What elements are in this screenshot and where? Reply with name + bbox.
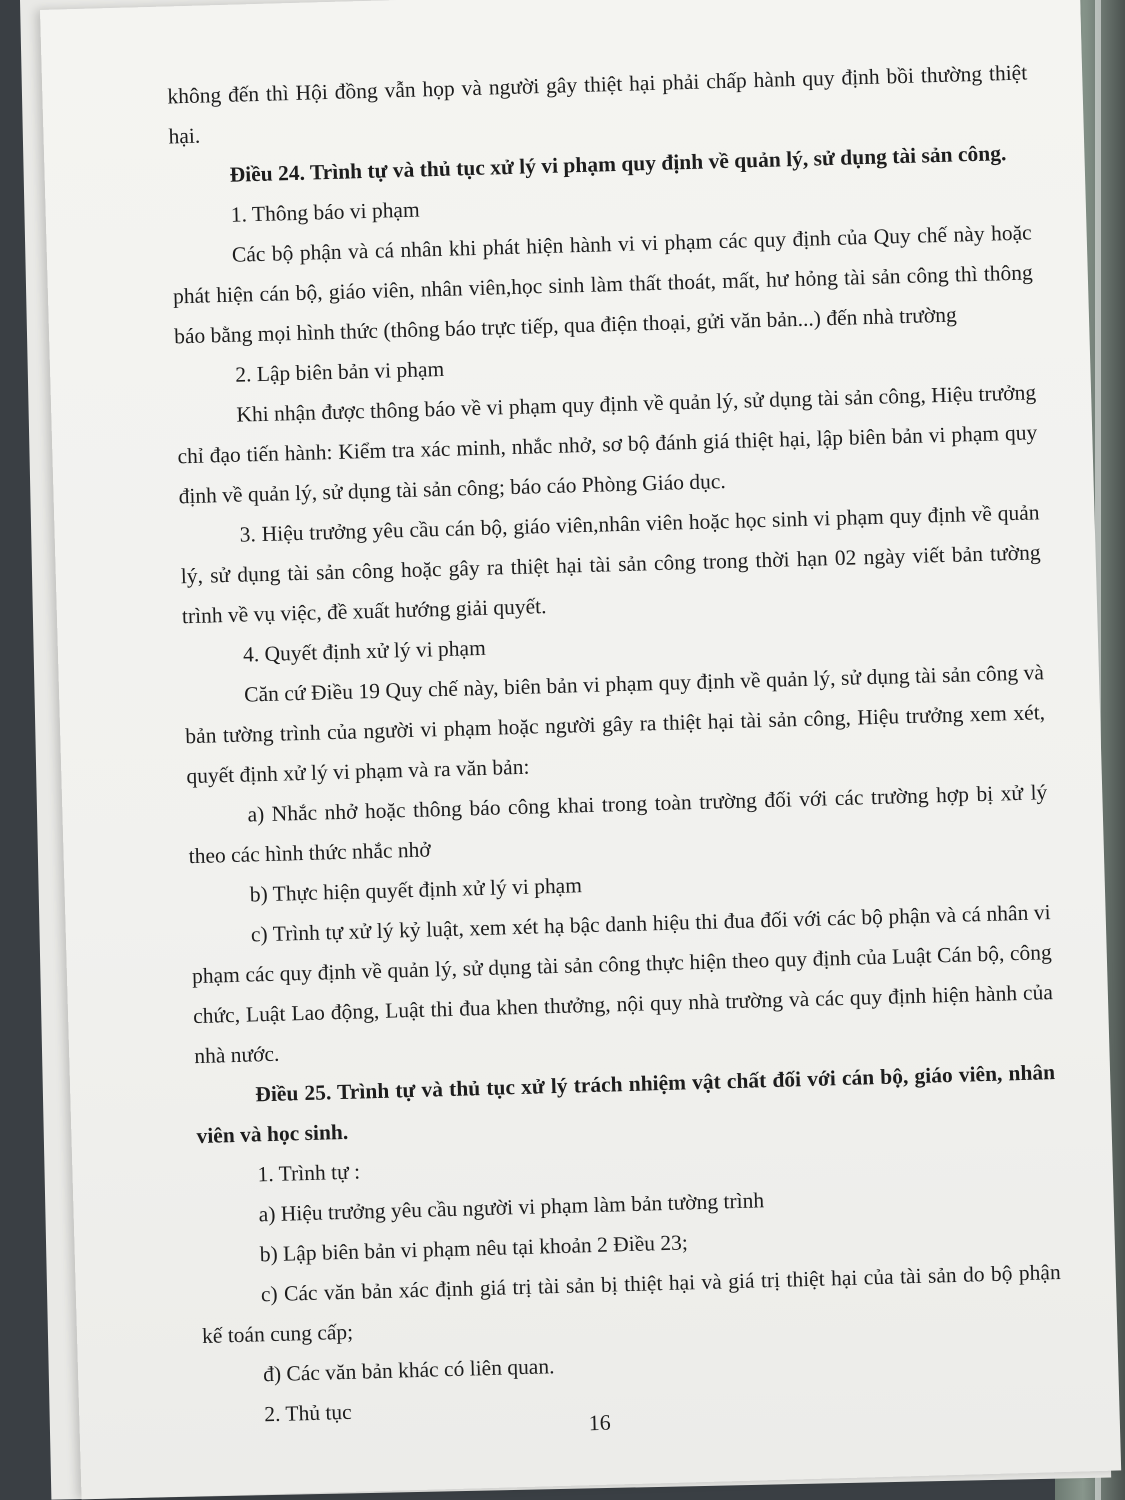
list-item: đ) Các văn bản khác có liên quan. xyxy=(262,1354,555,1387)
article-25-heading: Điều 25. Trình tự và thủ tục xử lý trách nhiệm vật chất đối với cán bộ, giáo viên, nhân viên và học sinh. xyxy=(196,1060,1056,1149)
document-body xyxy=(167,52,1065,1435)
paragraph: Khi nhận được thông báo về vi phạm quy định về quản lý, sử dụng tài sản công, Hiệu trưởng chỉ đạo tiến hành: Kiểm tra xác minh, nhắc nhở, sơ bộ đánh giá thiệt hại, lập biên bản vi phạm quy định về quản lý, sử dụng tài sản công; báo cáo Phòng Giáo dục. xyxy=(177,380,1038,509)
list-item: a) Hiệu trưởng yêu cầu người vi phạm làm bản tường trình xyxy=(258,1188,765,1227)
document-page xyxy=(40,0,1121,1499)
list-item: c) Trình tự xử lý kỷ luật, xem xét hạ bậc danh hiệu thi đua đối với các bộ phận và cá nhân vi phạm các quy định về quản lý, sử dụng tài sản công thực hiện theo quy định của Luật Cán bộ, công chức, Luật Lao động, Luật thi đua khen thưởng, nội quy nhà trường và các quy định hiện hành của nhà nước. xyxy=(191,900,1054,1069)
list-item: c) Các văn bản xác định giá trị tài sản bị thiệt hại và giá trị thiệt hại của tài sản do bộ phận kế toán cung cấp; xyxy=(201,1259,1061,1348)
page-number: 16 xyxy=(588,1409,612,1436)
list-item: b) Thực hiện quyết định xử lý vi phạm xyxy=(249,873,583,907)
paragraph-continuation: không đến thì Hội đồng vẫn họp và người gây thiệt hại phải chấp hành quy định bồi thường thiệt hại. xyxy=(167,60,1028,149)
list-item: a) Nhắc nhở hoặc thông báo công khai trong toàn trường đối với các trường hợp bị xử lý theo các hình thức nhắc nhở xyxy=(188,780,1048,869)
section-heading: 4. Quyết định xử lý vi phạm xyxy=(242,635,487,667)
section-heading: 1. Trình tự : xyxy=(257,1159,361,1187)
paragraph: Các bộ phận và cá nhân khi phát hiện hành vi vi phạm các quy định của Quy chế này hoặc phát hiện cán bộ, giáo viên, nhân viên,học sinh làm thất thoát, mất, hư hỏng tài sản công thì thông báo bằng mọi hình thức (thông báo trực tiếp, qua điện thoại, gửi văn bản...) đến nhà trường xyxy=(172,220,1034,349)
section-heading: 2. Lập biên bản vi phạm xyxy=(234,356,445,387)
list-item: b) Lập biên bản vi phạm nêu tại khoản 2 Điều 23; xyxy=(259,1230,689,1267)
paragraph: 3. Hiệu trưởng yêu cầu cán bộ, giáo viên,nhân viên hoặc học sinh vi phạm quy định về quản lý, sử dụng tài sản công hoặc gây ra thiệt hại tài sản công trong thời hạn 02 ngày viết bản tường trình về vụ việc, đề xuất hướng giải quyết. xyxy=(180,500,1041,629)
section-heading: 1. Thông báo vi phạm xyxy=(230,197,420,227)
paragraph: Căn cứ Điều 19 Quy chế này, biên bản vi phạm quy định về quản lý, sử dụng tài sản công và bản tường trình của người vi phạm hoặc người gây ra thiệt hại tài sản công, Hiệu trưởng xem xét, quyết định xử lý vi phạm và ra văn bản: xyxy=(184,660,1046,789)
article-24-heading: Điều 24. Trình tự và thủ tục xử lý vi phạm quy định về quản lý, sử dụng tài sản công. xyxy=(229,141,1007,187)
section-heading: 2. Thủ tục xyxy=(263,1399,352,1427)
